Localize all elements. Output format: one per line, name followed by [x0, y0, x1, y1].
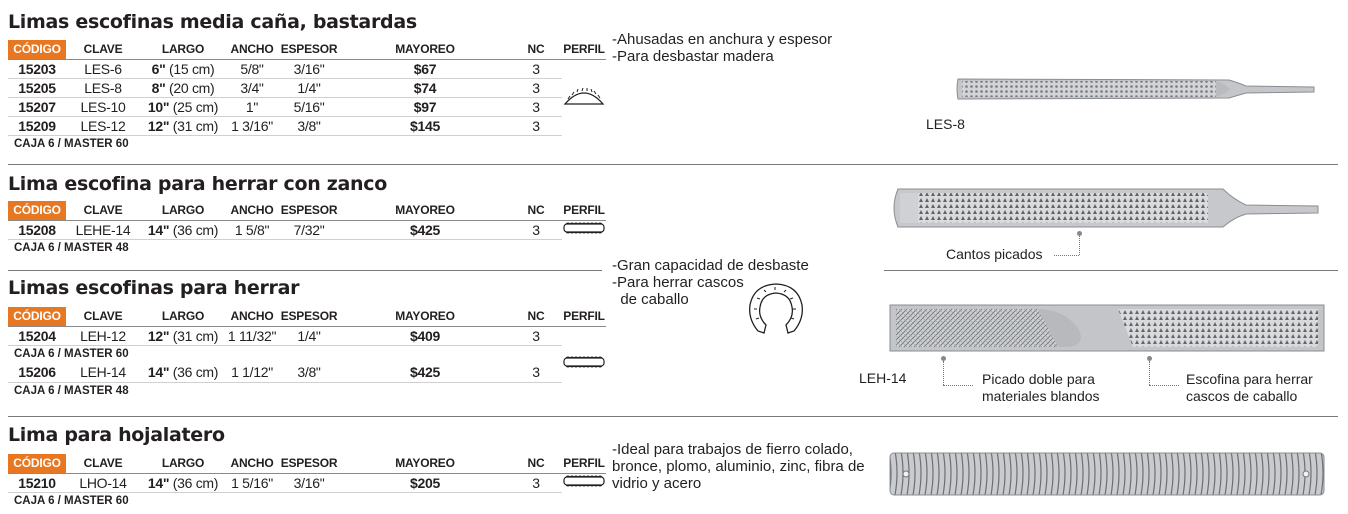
cell-width: 1" [226, 97, 278, 116]
length-in: 14" [147, 221, 170, 238]
image-caption: Cantos picados [946, 246, 1043, 262]
cell-thickness: 1/4" [278, 326, 340, 345]
pack-row [8, 492, 606, 510]
note-line: -Para desbastar madera [612, 48, 774, 65]
flat-profile-icon [562, 355, 606, 369]
col-profile: PERFIL [563, 456, 605, 471]
cell-width: 1 11/32" [227, 327, 277, 344]
cell-key: LEH-14 [66, 363, 140, 382]
cell-key: LEH-12 [66, 326, 140, 345]
pack-info: CAJA 6 / MASTER 60 [14, 495, 129, 508]
cell-length [140, 78, 226, 97]
cell-price: $425 [340, 220, 510, 239]
cell-width: 1 3/16" [226, 116, 278, 135]
length-in: 8" [151, 79, 166, 96]
note-line: -Ideal para trabajos de fierro colado, [612, 441, 853, 458]
notes [612, 31, 832, 65]
callout-line [1149, 361, 1150, 385]
col-width: ANCHO [230, 309, 274, 324]
length-cm: (31 cm) [172, 117, 219, 134]
callout-line [1054, 255, 1079, 256]
section-farrier-rasp-tang [8, 165, 1338, 271]
col-thickness: ESPESOR [280, 456, 338, 471]
note-line: -Gran capacidad de desbaste [612, 257, 809, 274]
callout-label [982, 371, 1100, 405]
callout-line [1079, 233, 1080, 255]
col-thickness: ESPESOR [280, 203, 338, 218]
cell-price: $205 [340, 473, 510, 492]
spec-table [8, 307, 606, 400]
cell-code: 15207 [8, 97, 66, 116]
cell-code: 15204 [8, 326, 66, 345]
callout-label [1186, 371, 1313, 405]
col-profile: PERFIL [563, 203, 605, 218]
cell-key: LES-12 [66, 116, 140, 135]
col-wholesale: MAYOREO [395, 42, 455, 57]
cell-code: 15203 [8, 59, 66, 78]
image-caption: LEH-14 [859, 370, 907, 386]
horseshoe-icon [746, 279, 806, 335]
col-thickness: ESPESOR [280, 42, 338, 57]
cell-width: 1 5/16" [226, 473, 278, 492]
cell-length [140, 326, 226, 345]
table-row [8, 78, 606, 97]
col-length: LARGO [161, 456, 205, 471]
notes [612, 441, 865, 492]
flat-profile-icon [562, 474, 606, 488]
callout-line-text: cascos de caballo [1186, 388, 1298, 404]
callout-line-text: Escofina para herrar [1186, 371, 1313, 387]
length-in: 6" [151, 60, 166, 77]
section-title: Lima para hojalatero [8, 424, 225, 446]
cell-key: LEHE-14 [66, 220, 140, 239]
col-thickness: ESPESOR [280, 309, 338, 324]
cell-profile [562, 326, 606, 400]
note-line: -Para herrar cascos [612, 274, 744, 291]
cell-price: $145 [340, 116, 510, 135]
table-row [8, 116, 606, 135]
half-round-profile-icon [562, 85, 606, 107]
length-in: 12" [147, 327, 170, 344]
table-row [8, 473, 606, 492]
col-wholesale: MAYOREO [395, 203, 455, 218]
length-cm: (25 cm) [172, 98, 219, 115]
callout-line-text: Picado doble para [982, 371, 1095, 387]
cell-thickness: 3/8" [278, 363, 340, 382]
col-nc: NC [527, 203, 545, 218]
length-cm: (36 cm) [172, 221, 219, 238]
length-in: 10" [147, 98, 170, 115]
pack-info: CAJA 6 / MASTER 60 [14, 348, 129, 361]
col-code: CÓDIGO [8, 40, 66, 59]
pack-info: CAJA 6 / MASTER 48 [14, 242, 129, 255]
col-key: CLAVE [83, 42, 123, 57]
table-row [8, 97, 606, 116]
length-in: 14" [147, 364, 170, 381]
cell-length [140, 473, 226, 492]
length-in: 12" [147, 117, 170, 134]
section-tinsmith-file [8, 417, 1338, 514]
col-key: CLAVE [83, 309, 123, 324]
cell-code: 15205 [8, 78, 66, 97]
section-title: Lima escofina para herrar con zanco [8, 173, 387, 195]
table-header [8, 454, 606, 473]
length-cm: (36 cm) [172, 474, 219, 491]
cell-width: 3/4" [226, 78, 278, 97]
tinsmith-file-image [888, 451, 1330, 497]
table-header [8, 307, 606, 326]
cell-price: $97 [340, 97, 510, 116]
col-code: CÓDIGO [8, 307, 66, 326]
table-row [8, 220, 606, 239]
cell-length [140, 97, 226, 116]
section-farrier-rasps [8, 257, 1338, 417]
note-line: de caballo [612, 291, 689, 308]
note-line: -Ahusadas en anchura y espesor [612, 31, 833, 48]
spec-table [8, 201, 606, 257]
callout-marker [1077, 231, 1082, 236]
cell-nc: 3 [510, 59, 562, 78]
cell-thickness: 7/32" [278, 220, 340, 239]
cell-length [140, 363, 226, 382]
cell-profile [562, 473, 606, 492]
col-wholesale: MAYOREO [395, 309, 455, 324]
pack-info: CAJA 6 / MASTER 60 [14, 138, 129, 151]
cell-nc: 3 [510, 97, 562, 116]
pack-row [8, 382, 606, 400]
col-length: LARGO [161, 309, 205, 324]
cell-key: LHO-14 [66, 473, 140, 492]
col-nc: NC [527, 309, 545, 324]
cell-width: 1 1/12" [226, 363, 278, 382]
section-title: Limas escofinas para herrar [8, 277, 300, 299]
pack-row [8, 345, 606, 363]
cell-length [140, 116, 226, 135]
callout-line [943, 361, 944, 385]
table-header [8, 201, 606, 220]
cell-key: LES-10 [66, 97, 140, 116]
farrier-rasp-image [888, 303, 1330, 355]
col-length: LARGO [161, 203, 205, 218]
length-cm: (20 cm) [169, 79, 215, 96]
spec-table [8, 40, 606, 153]
spec-table [8, 454, 606, 510]
cell-code: 15210 [8, 473, 66, 492]
cell-code: 15209 [8, 116, 66, 135]
table-row [8, 59, 606, 78]
cell-price: $409 [340, 326, 510, 345]
cell-width: 5/8" [226, 59, 278, 78]
cell-nc: 3 [510, 220, 562, 239]
pack-row [8, 239, 606, 257]
section-half-round-rasps [8, 0, 1338, 165]
col-width: ANCHO [230, 456, 274, 471]
cell-code: 15208 [8, 220, 66, 239]
cell-price: $74 [340, 78, 510, 97]
note-line: vidrio y acero [612, 475, 702, 492]
cell-thickness: 3/8" [278, 116, 340, 135]
flat-profile-icon [562, 221, 606, 235]
farrier-rasp-tang-image [888, 185, 1328, 231]
cell-nc: 3 [510, 473, 562, 492]
cell-price: $425 [340, 363, 510, 382]
half-round-rasp-image [954, 74, 1324, 104]
col-code: CÓDIGO [8, 201, 66, 220]
cell-thickness: 3/16" [278, 473, 340, 492]
col-profile: PERFIL [563, 42, 605, 57]
cell-price: $67 [340, 59, 510, 78]
callout-line-text: materiales blandos [982, 388, 1100, 404]
length-cm: (15 cm) [169, 60, 215, 77]
callout-line [1149, 385, 1179, 386]
cell-length [140, 59, 226, 78]
cell-profile [562, 220, 606, 239]
col-nc: NC [527, 42, 545, 57]
section-title: Limas escofinas media caña, bastardas [8, 11, 417, 33]
col-key: CLAVE [83, 456, 123, 471]
cell-profile [562, 59, 606, 135]
cell-nc: 3 [510, 78, 562, 97]
table-row [8, 363, 606, 382]
cell-thickness: 3/16" [278, 59, 340, 78]
cell-nc: 3 [510, 326, 562, 345]
cell-key: LES-8 [66, 78, 140, 97]
col-code: CÓDIGO [8, 454, 66, 473]
note-line: bronce, plomo, aluminio, zinc, fibra de [612, 458, 865, 475]
col-width: ANCHO [230, 203, 274, 218]
cell-nc: 3 [510, 363, 562, 382]
table-row [8, 326, 606, 345]
cell-width: 1 5/8" [226, 220, 278, 239]
callout-line [943, 385, 973, 386]
table-header [8, 40, 606, 59]
col-profile: PERFIL [563, 309, 605, 324]
pack-row [8, 135, 606, 153]
pack-info: CAJA 6 / MASTER 48 [14, 385, 129, 398]
col-nc: NC [527, 456, 545, 471]
cell-nc: 3 [510, 116, 562, 135]
image-caption: LES-8 [926, 116, 965, 132]
col-key: CLAVE [83, 203, 123, 218]
cell-code: 15206 [8, 363, 66, 382]
col-length: LARGO [161, 42, 205, 57]
cell-length [140, 220, 226, 239]
length-cm: (36 cm) [172, 364, 219, 381]
length-in: 14" [147, 474, 170, 491]
length-cm: (31 cm) [172, 327, 219, 344]
cell-thickness: 5/16" [278, 97, 340, 116]
col-width: ANCHO [230, 42, 274, 57]
col-wholesale: MAYOREO [395, 456, 455, 471]
cell-key: LES-6 [66, 59, 140, 78]
cell-thickness: 1/4" [278, 78, 340, 97]
